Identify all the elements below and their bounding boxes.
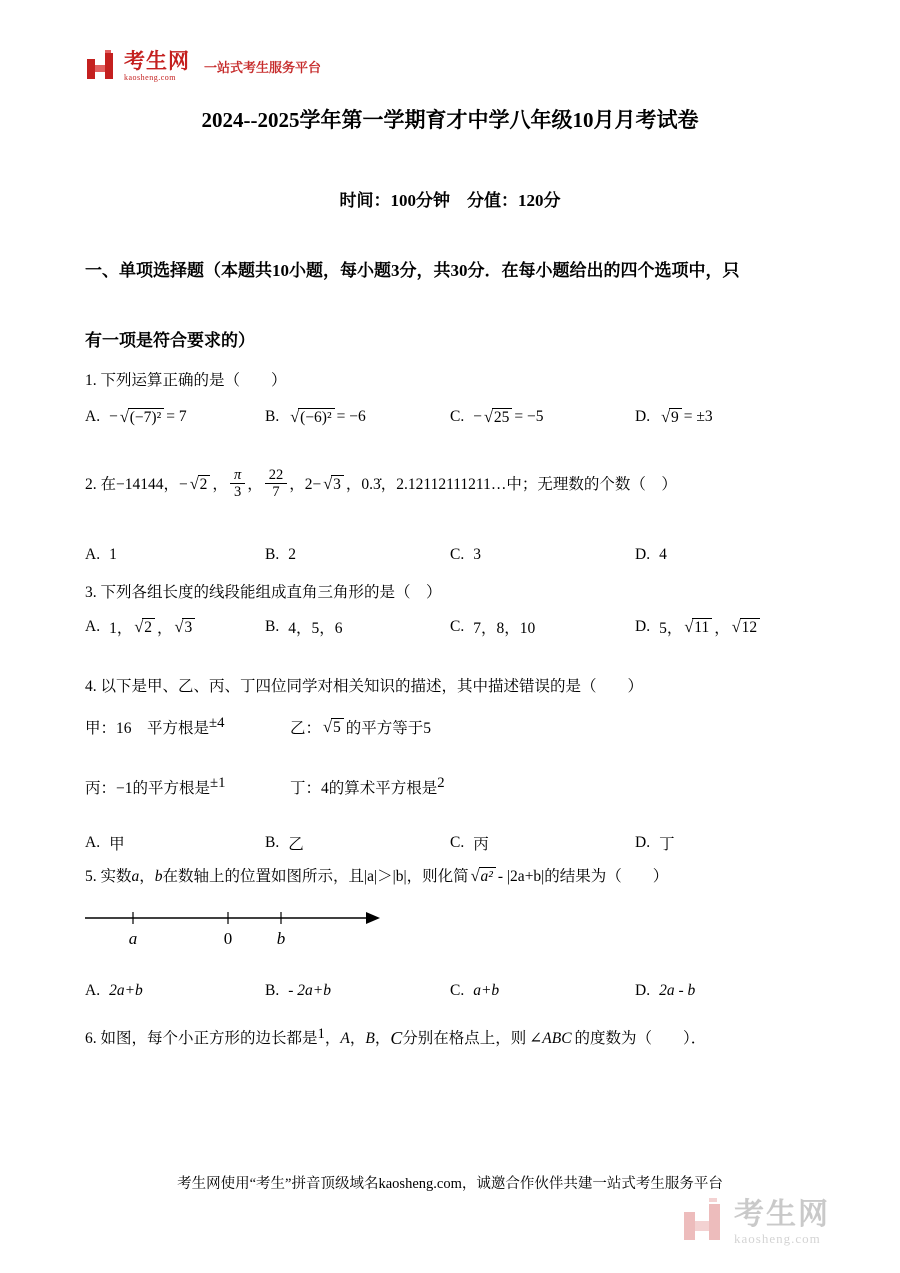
statement-bing	[85, 776, 290, 798]
sqrt-sign: √	[174, 617, 184, 636]
text-part: ，	[349, 1029, 366, 1047]
sqrt-sign: √	[290, 408, 300, 426]
text-part: - |2a+b|的结果为（ ）	[497, 868, 669, 885]
option-formula	[659, 616, 762, 638]
option-value: 2	[288, 546, 296, 563]
number-line-figure	[85, 902, 385, 955]
formula-post: = −6	[336, 408, 366, 426]
option-label: B.	[265, 408, 280, 426]
watermark-logo-icon	[682, 1198, 726, 1246]
option-label: B.	[265, 982, 280, 999]
option-label: C.	[450, 834, 465, 851]
radicand: 9	[669, 408, 682, 427]
q2-option-d	[635, 546, 840, 564]
radicand: 3	[331, 475, 344, 494]
option-value: 1	[109, 546, 117, 563]
fraction-pi-3	[230, 467, 245, 500]
question-4-text: 4. 以下是甲、乙、丙、丁四位同学对相关知识的描述，其中描述错误的是（ ）	[85, 678, 644, 695]
option-label: C.	[450, 408, 465, 426]
text-part: 5. 实数	[85, 868, 132, 885]
numline-label-b: b	[276, 929, 286, 948]
watermark	[682, 1198, 830, 1247]
question-6-text	[85, 1026, 840, 1051]
watermark-name: 考生网	[734, 1198, 830, 1231]
section-heading-line1: 一、单项选择题（本题共10小题，每小题3分，共30分．在每小题给出的四个选项中，只	[85, 261, 740, 280]
option-label: C.	[450, 618, 465, 635]
raised-value: ±1	[210, 774, 226, 791]
formula-post: = ±3	[683, 408, 713, 426]
text-part: 分别在格点上，则	[402, 1029, 527, 1047]
site-logo	[86, 50, 321, 82]
option-label: A.	[85, 618, 101, 635]
sqrt-sign: √	[134, 617, 144, 636]
raised-value: ±4	[209, 714, 225, 731]
option-label: D.	[635, 408, 651, 426]
option-label: A.	[85, 834, 101, 851]
radicand: 25	[492, 408, 513, 427]
radicand: (−7)²	[128, 408, 164, 427]
formula-pre: −	[473, 408, 482, 426]
sqrt-sign: √	[323, 717, 332, 736]
question-4-statements-row1	[85, 716, 840, 738]
text-part: 5，	[659, 620, 683, 637]
option-label: A.	[85, 408, 101, 426]
text-part: 的度数为（ ）．	[574, 1029, 707, 1047]
text-part: ，0.3̇，2.12112111211…中；无理数的个数（ ）	[345, 475, 677, 493]
text-part: 的平方等于5	[345, 720, 431, 737]
raised-value: 1	[317, 1026, 325, 1043]
sqrt-sign: √	[483, 408, 493, 426]
page-title: 2024--2025学年第一学期育才中学八年级10月月考试卷	[201, 108, 699, 132]
sqrt-sign: √	[119, 408, 129, 426]
option-formula	[109, 408, 187, 427]
option-value: 丁	[659, 836, 675, 853]
watermark-domain: kaosheng.com	[734, 1231, 821, 1246]
var-b: b	[154, 868, 163, 885]
kaosheng-logo-icon	[86, 50, 116, 82]
numline-label-0: 0	[223, 929, 233, 948]
text-part: 甲：16 平方根是	[85, 720, 210, 737]
q4-option-d	[635, 832, 840, 854]
q2-option-a	[85, 546, 265, 564]
q1-option-a	[85, 408, 265, 427]
text-part: ，	[139, 868, 155, 885]
option-label: D.	[635, 982, 651, 999]
q4-option-c	[450, 832, 635, 854]
question-1-options	[85, 408, 840, 427]
q4-option-a	[85, 832, 265, 854]
logo-name: 考生网	[124, 49, 190, 74]
number-line	[85, 902, 385, 950]
sqrt-sign: √	[731, 617, 741, 636]
option-value: 4	[659, 546, 667, 563]
q5-option-a	[85, 982, 265, 1000]
numline-label-a: a	[128, 929, 138, 948]
option-formula	[659, 408, 713, 427]
formula-post: = 7	[166, 408, 187, 426]
question-5-text	[85, 866, 840, 888]
text-part: 2. 在−14144，−	[85, 475, 188, 493]
option-value: 4，5，6	[288, 620, 343, 637]
logo-domain: kaosheng.com	[124, 72, 176, 82]
exam-meta: 时间：100分钟 分值：120分	[339, 191, 561, 210]
sqrt-sign: √	[661, 408, 671, 426]
sqrt-sign: √	[684, 617, 694, 636]
formula-pre: −	[109, 408, 118, 426]
text-part: 1，	[109, 620, 133, 637]
numerator: 22	[265, 467, 288, 484]
option-label: B.	[265, 618, 280, 635]
statement-yi	[290, 716, 840, 738]
option-value: a+b	[473, 982, 500, 999]
text-part: ，	[247, 475, 263, 493]
q3-option-b	[265, 616, 450, 638]
option-label: B.	[265, 834, 280, 851]
option-value: 2a - b	[659, 982, 696, 999]
q5-option-c	[450, 982, 635, 1000]
q3-option-c	[450, 616, 635, 638]
option-value: 7，8，10	[473, 620, 536, 637]
formula-post: = −5	[514, 408, 544, 426]
q1-option-c	[450, 408, 635, 427]
option-value: 2a+b	[109, 982, 143, 999]
option-value: 乙	[288, 836, 304, 853]
q5-option-b	[265, 982, 450, 1000]
q5-option-d	[635, 982, 840, 1000]
q2-option-c	[450, 546, 635, 564]
radicand: 2	[142, 618, 155, 637]
option-value: 3	[473, 546, 481, 563]
question-2-options	[85, 546, 840, 564]
question-3-options	[85, 616, 840, 638]
option-label: A.	[85, 982, 101, 999]
option-formula	[288, 408, 366, 427]
point-A: A	[340, 1029, 350, 1047]
sqrt-sign: √	[323, 475, 333, 494]
radicand: 2	[198, 475, 211, 494]
section-heading-line2: 有一项是符合要求的）	[85, 331, 255, 350]
point-C: C	[390, 1028, 403, 1048]
text-part: ，	[212, 475, 228, 493]
radicand: (−6)²	[298, 408, 334, 427]
question-3-text: 3. 下列各组长度的线段能组成直角三角形的是（ ）	[85, 584, 442, 601]
raised-value: 2	[437, 774, 445, 791]
denominator: 3	[233, 484, 242, 501]
option-formula	[109, 616, 197, 638]
text-part: ，2−	[289, 475, 322, 493]
footer-note: 考生网使用“考生”拼音顶级域名kaosheng.com，诚邀合作伙伴共建一站式考生服务平台	[177, 1176, 723, 1192]
option-value: 甲	[109, 836, 125, 853]
radicand: 5	[331, 718, 344, 737]
logo-tagline: 一站式考生服务平台	[204, 59, 322, 75]
question-2-text	[85, 468, 840, 501]
var-a: a	[131, 868, 140, 885]
radicand: 12	[740, 618, 761, 637]
option-label: D.	[635, 834, 651, 851]
q1-option-d	[635, 408, 840, 427]
text-part: 乙：	[290, 720, 322, 737]
option-label: C.	[450, 546, 465, 563]
statement-ding	[290, 776, 840, 798]
option-formula	[473, 408, 543, 427]
denominator: 7	[272, 484, 280, 501]
angle-ABC: ∠ABC	[529, 1029, 572, 1047]
watermark-text-block	[734, 1198, 830, 1247]
question-4-options	[85, 832, 840, 854]
point-B: B	[365, 1029, 375, 1047]
option-value: - 2a+b	[288, 982, 331, 999]
text-part: ，	[714, 620, 730, 637]
radicand: 3	[182, 618, 195, 637]
text-part: 6. 如图，每个小正方形的边长都是	[85, 1029, 318, 1047]
sqrt-sign: √	[470, 867, 480, 886]
q3-option-a	[85, 616, 265, 638]
text-part: 丁：4的算术平方根是	[290, 780, 438, 797]
radicand: a²	[479, 867, 496, 886]
text-part: 在数轴上的位置如图所示，且|a|＞|b|，则化简	[162, 868, 469, 885]
option-value: 丙	[473, 836, 489, 853]
text-part: 丙：−1的平方根是	[85, 780, 210, 797]
q3-option-d	[635, 616, 840, 638]
text-part: ，	[324, 1029, 341, 1047]
text-part: ，	[374, 1029, 391, 1047]
arrow-head	[366, 912, 380, 924]
statement-jia	[85, 716, 290, 738]
sqrt-sign: √	[189, 475, 199, 494]
q2-option-b	[265, 546, 450, 564]
question-1-text: 1. 下列运算正确的是（ ）	[85, 372, 287, 389]
numerator: π	[230, 467, 245, 484]
option-label: D.	[635, 618, 651, 635]
option-label: A.	[85, 546, 101, 563]
q4-option-b	[265, 832, 450, 854]
option-label: C.	[450, 982, 465, 999]
radicand: 11	[692, 618, 712, 637]
question-5-options	[85, 982, 840, 1000]
option-label: B.	[265, 546, 280, 563]
q1-option-b	[265, 408, 450, 427]
option-label: D.	[635, 546, 651, 563]
text-part: ，	[157, 620, 173, 637]
question-4-statements-row2	[85, 776, 840, 798]
logo-text-block	[124, 50, 190, 81]
fraction-22-7	[265, 467, 288, 500]
